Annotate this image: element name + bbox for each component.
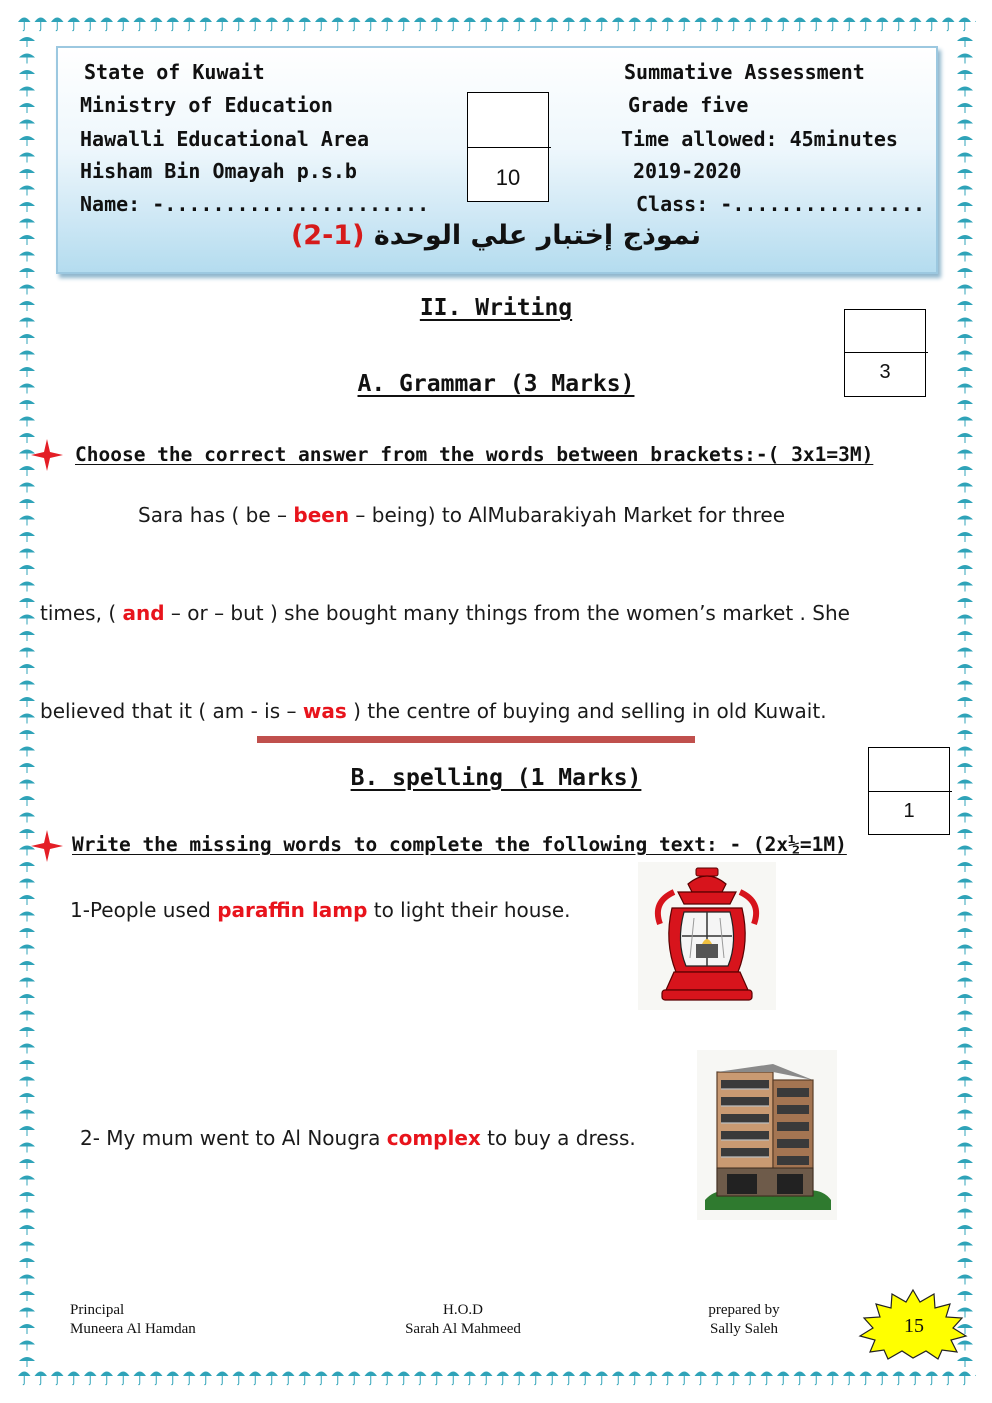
item-2-text-a: 2- My mum went to Al Nougra bbox=[80, 1126, 387, 1150]
answer-was: was bbox=[302, 699, 347, 723]
answer-been: been bbox=[293, 503, 350, 527]
star-bullet-icon bbox=[30, 438, 64, 472]
header-year: 2019-2020 bbox=[633, 159, 742, 183]
prepared-name: Sally Saleh bbox=[710, 1321, 778, 1337]
line-3-text-b: ) the centre of buying and selling in old Kuwait. bbox=[346, 699, 827, 723]
total-score-box bbox=[467, 92, 549, 202]
umbrella-border-top bbox=[16, 10, 976, 36]
footer-principal bbox=[70, 1301, 196, 1339]
principal-name: Muneera Al Hamdan bbox=[70, 1321, 196, 1337]
spelling-mark: 1 bbox=[903, 800, 915, 822]
building-complex-picture bbox=[697, 1050, 837, 1220]
spelling-item-2 bbox=[80, 1126, 636, 1150]
hod-label: H.O.D bbox=[443, 1302, 483, 1318]
arabic-title bbox=[0, 220, 992, 251]
grammar-instruction: Choose the correct answer from the words between brackets:-( 3x1=3M) bbox=[75, 443, 874, 466]
line-2-text-b: – or – but ) she bought many things from the women’s market . She bbox=[164, 601, 850, 625]
line-3-text-a: believed that it ( am - is – bbox=[40, 699, 303, 723]
umbrella-border-bottom bbox=[16, 1364, 976, 1390]
header-state: State of Kuwait bbox=[84, 60, 265, 84]
header-ministry: Ministry of Education bbox=[80, 93, 333, 117]
name-field[interactable]: Name: -...................... bbox=[80, 192, 430, 216]
line-2-text-a: times, ( bbox=[40, 601, 123, 625]
footer-hod bbox=[383, 1301, 543, 1339]
prepared-label: prepared by bbox=[708, 1302, 780, 1318]
class-field[interactable]: Class: -................ bbox=[636, 192, 925, 216]
grammar-title: A. Grammar (3 Marks) bbox=[357, 371, 635, 397]
principal-label: Principal bbox=[70, 1302, 125, 1318]
header-assessment: Summative Assessment bbox=[624, 60, 865, 84]
building-icon bbox=[705, 1064, 831, 1210]
total-score: 10 bbox=[495, 165, 521, 190]
writing-title: II. Writing bbox=[419, 295, 573, 321]
grammar-mark: 3 bbox=[879, 361, 891, 383]
page-number: 15 bbox=[904, 1315, 924, 1337]
lamp-icon bbox=[658, 868, 756, 1000]
grammar-line-1 bbox=[138, 503, 785, 527]
item-2-text-b: to buy a dress. bbox=[480, 1126, 636, 1150]
hod-name: Sarah Al Mahmeed bbox=[405, 1321, 521, 1337]
spelling-title: B. spelling (1 Marks) bbox=[350, 765, 642, 791]
arabic-unit: (2-1) bbox=[290, 220, 365, 251]
star-bullet-icon bbox=[30, 829, 64, 863]
header-grade: Grade five bbox=[628, 93, 749, 117]
paraffin-lamp-picture bbox=[638, 862, 776, 1010]
answer-and: and bbox=[122, 601, 165, 625]
answer-paraffin-lamp: paraffin lamp bbox=[217, 898, 368, 922]
section-divider bbox=[257, 736, 695, 743]
spelling-item-1 bbox=[70, 898, 571, 922]
item-1-text-b: to light their house. bbox=[367, 898, 571, 922]
grammar-line-2 bbox=[40, 601, 850, 625]
header-school: Hisham Bin Omayah p.s.b bbox=[80, 159, 357, 183]
footer-prepared bbox=[684, 1301, 804, 1339]
header-time: Time allowed: 45minutes bbox=[621, 127, 898, 151]
page-number-badge bbox=[858, 1288, 968, 1360]
line-1-text-a: Sara has ( be – bbox=[138, 503, 294, 527]
spelling-mark-box bbox=[868, 747, 950, 835]
grammar-line-3 bbox=[40, 699, 827, 723]
spelling-instruction: Write the missing words to complete the following text: - (2x½=1M) bbox=[72, 833, 847, 856]
item-1-text-a: 1-People used bbox=[70, 898, 218, 922]
answer-complex: complex bbox=[386, 1126, 481, 1150]
line-1-text-b: – being) to AlMubarakiyah Market for three bbox=[349, 503, 786, 527]
arabic-title-text: نموذج إختبار علي الوحدة bbox=[373, 220, 702, 251]
header-area: Hawalli Educational Area bbox=[80, 127, 369, 151]
